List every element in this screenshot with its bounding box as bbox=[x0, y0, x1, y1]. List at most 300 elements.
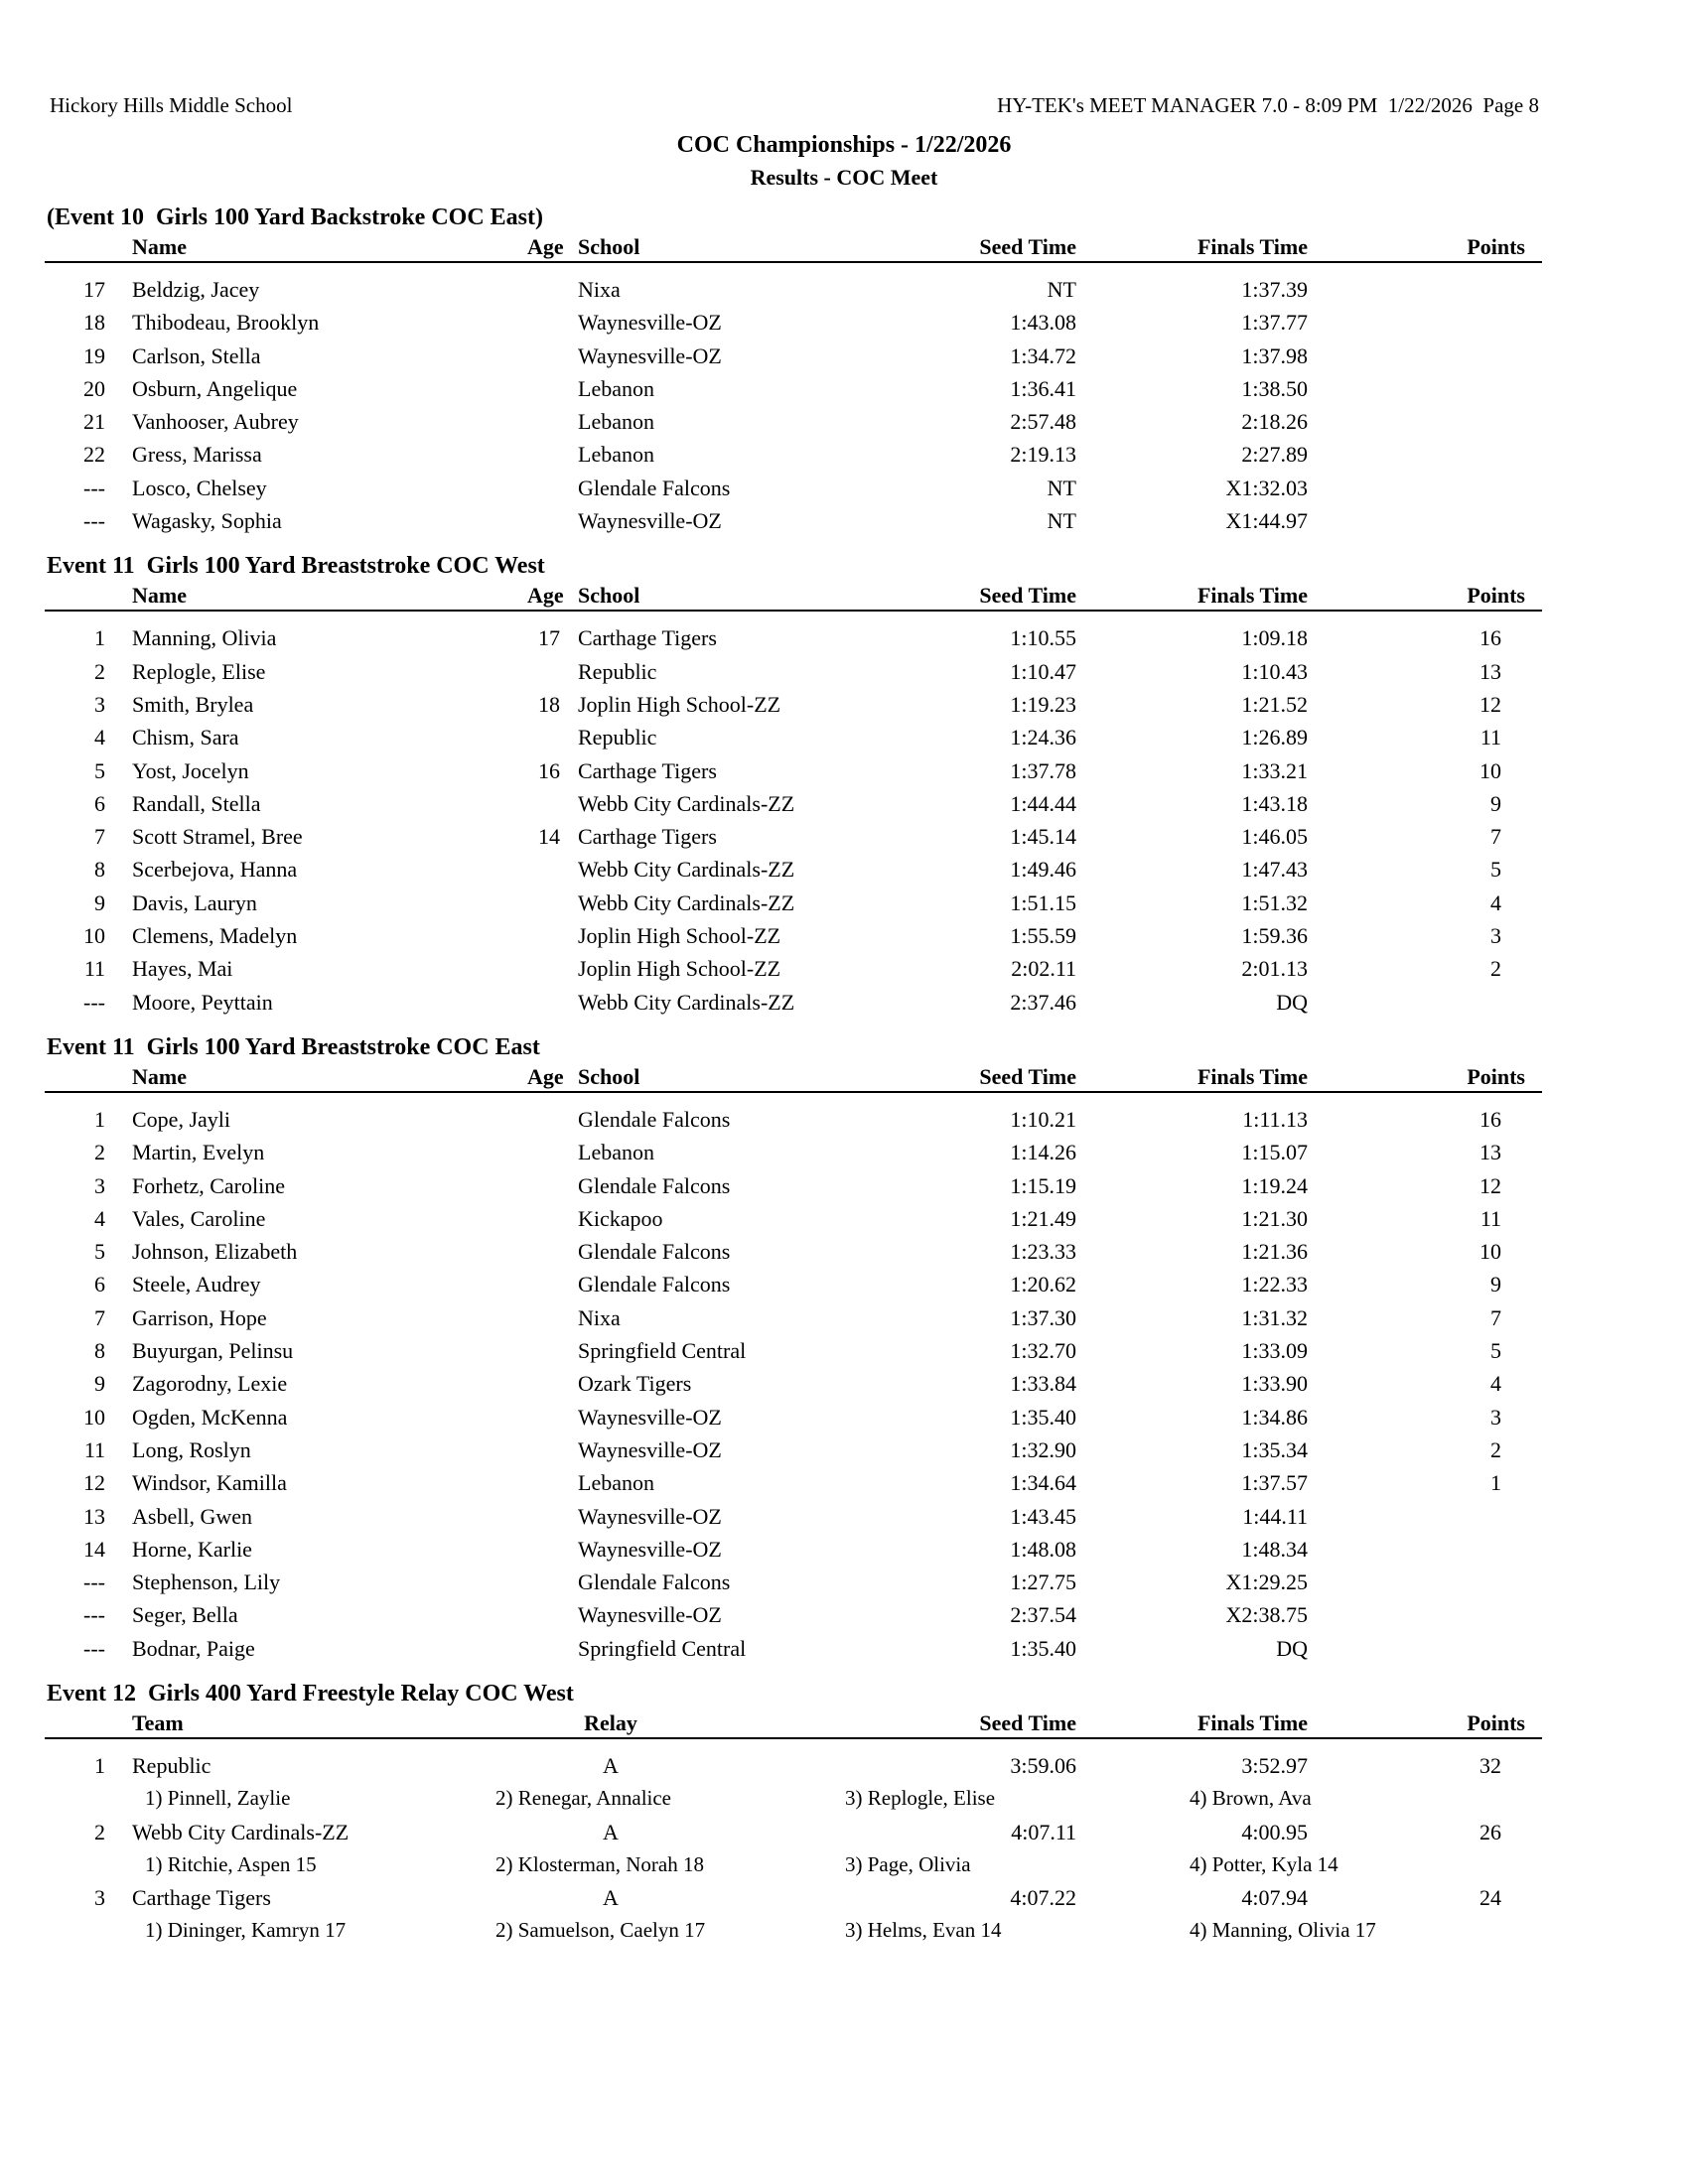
age-cell bbox=[527, 1301, 560, 1334]
name-cell: Vales, Caroline bbox=[132, 1205, 266, 1231]
seed-time-cell: 2:57.48 bbox=[1010, 409, 1076, 435]
spacer bbox=[105, 621, 132, 654]
seed-time-cell: 1:34.72 bbox=[1010, 342, 1076, 368]
place-cell: 7 bbox=[94, 824, 105, 850]
age-cell bbox=[527, 306, 560, 339]
spacer bbox=[560, 721, 578, 753]
seed-time-column-header: Seed Time bbox=[979, 1709, 1076, 1735]
points-cell: 24 bbox=[1479, 1885, 1501, 1911]
seed-time-cell: NT bbox=[1047, 277, 1076, 302]
finals-time-cell: 1:38.50 bbox=[1241, 375, 1308, 401]
name-cell: Bodnar, Paige bbox=[132, 1635, 255, 1661]
result-row bbox=[45, 1334, 1542, 1367]
school-cell: Lebanon bbox=[578, 409, 654, 435]
age-cell bbox=[527, 1169, 560, 1202]
spacer bbox=[1525, 1136, 1542, 1168]
name-cell: Scott Stramel, Bree bbox=[132, 824, 303, 850]
spacer bbox=[105, 405, 132, 438]
place-cell: 20 bbox=[83, 375, 105, 401]
school-column-header: School bbox=[578, 234, 640, 259]
relay-swimmer-cell: 2) Renegar, Annalice bbox=[495, 1786, 672, 1811]
name-cell: Hayes, Mai bbox=[132, 956, 233, 982]
points-cell bbox=[1308, 986, 1525, 1019]
spacer bbox=[1525, 1268, 1542, 1300]
spacer bbox=[560, 273, 578, 306]
result-row bbox=[45, 1103, 1542, 1136]
points-cell: 3 bbox=[1490, 1404, 1501, 1430]
seed-time-cell: NT bbox=[1047, 508, 1076, 534]
seed-time-cell: 1:20.62 bbox=[1010, 1272, 1076, 1297]
place-cell: 5 bbox=[94, 1239, 105, 1265]
age-cell bbox=[527, 472, 560, 504]
finals-time-cell: 1:43.18 bbox=[1241, 790, 1308, 816]
spacer bbox=[1525, 405, 1542, 438]
age-cell bbox=[527, 721, 560, 753]
place-column-header bbox=[45, 582, 105, 610]
points-column-header: Points bbox=[1467, 1709, 1525, 1735]
page-top-header bbox=[0, 0, 1688, 118]
spacer bbox=[560, 853, 578, 886]
spacer bbox=[105, 1632, 132, 1665]
result-row bbox=[45, 1632, 1542, 1665]
relay-swimmer-cell: 2) Samuelson, Caelyn 17 bbox=[495, 1918, 706, 1943]
school-cell: Glendale Falcons bbox=[578, 1172, 731, 1198]
finals-time-cell: 1:21.30 bbox=[1241, 1205, 1308, 1231]
age-cell: 14 bbox=[538, 824, 560, 850]
result-row bbox=[45, 1301, 1542, 1334]
seed-time-cell: 1:43.08 bbox=[1010, 310, 1076, 336]
result-row bbox=[45, 986, 1542, 1019]
age-cell bbox=[527, 655, 560, 688]
relay-result-row bbox=[45, 1816, 1542, 1848]
age-cell bbox=[527, 853, 560, 886]
spacer bbox=[560, 1533, 578, 1566]
spacer bbox=[560, 1063, 578, 1091]
relay-swimmer-cell: 1) Pinnell, Zaylie bbox=[145, 1786, 291, 1811]
name-cell: Long, Roslyn bbox=[132, 1436, 251, 1462]
spacer bbox=[1525, 1433, 1542, 1466]
school-cell: Webb City Cardinals-ZZ bbox=[578, 857, 795, 883]
age-cell bbox=[527, 1235, 560, 1268]
place-column-header bbox=[45, 1063, 105, 1091]
points-cell: 13 bbox=[1479, 658, 1501, 684]
spacer bbox=[560, 1268, 578, 1300]
name-cell: Scerbejova, Hanna bbox=[132, 857, 298, 883]
finals-time-cell: X1:29.25 bbox=[1225, 1570, 1308, 1595]
spacer bbox=[1525, 1881, 1542, 1914]
place-cell: 12 bbox=[83, 1470, 105, 1496]
spacer bbox=[1525, 1202, 1542, 1235]
column-header-row bbox=[45, 1063, 1542, 1093]
spacer bbox=[1525, 1709, 1542, 1737]
school-cell: Waynesville-OZ bbox=[578, 342, 722, 368]
name-column-header: Name bbox=[132, 583, 187, 609]
finals-time-cell: X1:32.03 bbox=[1225, 475, 1308, 500]
points-cell bbox=[1308, 438, 1525, 471]
finals-time-cell: 1:19.24 bbox=[1241, 1172, 1308, 1198]
relay-letter-cell: A bbox=[603, 1819, 619, 1844]
place-cell: 4 bbox=[94, 725, 105, 751]
place-cell: 13 bbox=[83, 1503, 105, 1529]
points-cell: 4 bbox=[1490, 889, 1501, 915]
individual-event-section bbox=[0, 551, 1688, 1019]
seed-time-cell: 1:33.84 bbox=[1010, 1371, 1076, 1397]
place-cell: 10 bbox=[83, 923, 105, 949]
age-cell bbox=[527, 1632, 560, 1665]
spacer bbox=[1525, 887, 1542, 919]
name-cell: Clemens, Madelyn bbox=[132, 923, 298, 949]
points-column-header: Points bbox=[1467, 1063, 1525, 1089]
name-cell: Ogden, McKenna bbox=[132, 1404, 288, 1430]
event-title: Event 11 Girls 100 Yard Breaststroke COC East bbox=[47, 1033, 540, 1060]
finals-time-column-header: Finals Time bbox=[1196, 234, 1308, 259]
spacer bbox=[1525, 1169, 1542, 1202]
name-cell: Cope, Jayli bbox=[132, 1106, 230, 1132]
age-cell: 16 bbox=[538, 757, 560, 783]
relay-swimmers-row bbox=[45, 1848, 1542, 1881]
school-column-header: School bbox=[578, 1063, 640, 1089]
name-cell: Randall, Stella bbox=[132, 790, 261, 816]
spacer bbox=[105, 1235, 132, 1268]
seed-time-cell: 2:37.46 bbox=[1010, 989, 1076, 1015]
spacer bbox=[560, 372, 578, 405]
age-cell bbox=[527, 1334, 560, 1367]
name-cell: Thibodeau, Brooklyn bbox=[132, 310, 320, 336]
name-cell: Gress, Marissa bbox=[132, 442, 262, 468]
points-cell: 2 bbox=[1490, 956, 1501, 982]
spacer bbox=[560, 1433, 578, 1466]
spacer bbox=[1525, 820, 1542, 853]
place-cell: 7 bbox=[94, 1304, 105, 1330]
place-column-header bbox=[45, 1709, 105, 1737]
place-cell: 17 bbox=[83, 277, 105, 302]
spacer bbox=[560, 986, 578, 1019]
school-cell: Waynesville-OZ bbox=[578, 508, 722, 534]
name-cell: Garrison, Hope bbox=[132, 1304, 267, 1330]
finals-time-cell: 1:33.90 bbox=[1241, 1371, 1308, 1397]
points-cell: 11 bbox=[1479, 725, 1501, 751]
seed-time-cell: 1:14.26 bbox=[1010, 1140, 1076, 1165]
result-row bbox=[45, 1598, 1542, 1631]
finals-time-cell: 3:52.97 bbox=[1241, 1752, 1308, 1778]
seed-time-cell: 1:19.23 bbox=[1010, 691, 1076, 717]
place-cell: 11 bbox=[83, 956, 105, 982]
name-cell: Manning, Olivia bbox=[132, 625, 277, 651]
name-cell: Seger, Bella bbox=[132, 1602, 238, 1628]
team-cell: Webb City Cardinals-ZZ bbox=[132, 1819, 350, 1844]
points-cell bbox=[1308, 306, 1525, 339]
spacer bbox=[560, 1401, 578, 1433]
result-row bbox=[45, 721, 1542, 753]
result-rows bbox=[0, 1739, 1688, 1948]
school-cell: Springfield Central bbox=[578, 1338, 747, 1364]
result-row bbox=[45, 1433, 1542, 1466]
seed-time-cell: 1:10.21 bbox=[1010, 1106, 1076, 1132]
individual-event-section bbox=[0, 203, 1688, 537]
spacer bbox=[560, 655, 578, 688]
finals-time-column-header: Finals Time bbox=[1196, 1063, 1308, 1089]
spacer bbox=[45, 1782, 145, 1815]
age-column-header: Age bbox=[527, 234, 564, 259]
spacer bbox=[1525, 1816, 1542, 1848]
relay-column-header: Relay bbox=[584, 1709, 637, 1735]
result-row bbox=[45, 1268, 1542, 1300]
seed-time-cell: 1:35.40 bbox=[1010, 1404, 1076, 1430]
spacer bbox=[560, 1334, 578, 1367]
spacer bbox=[105, 438, 132, 471]
spacer bbox=[105, 919, 132, 952]
spacer bbox=[560, 438, 578, 471]
result-row bbox=[45, 952, 1542, 985]
name-cell: Windsor, Kamilla bbox=[132, 1470, 287, 1496]
spacer bbox=[45, 1848, 145, 1881]
relay-swimmer-cell: 3) Replogle, Elise bbox=[845, 1786, 996, 1811]
seed-time-cell: 2:19.13 bbox=[1010, 442, 1076, 468]
spacer bbox=[105, 1433, 132, 1466]
finals-time-cell: 1:11.13 bbox=[1242, 1106, 1308, 1132]
school-cell: Webb City Cardinals-ZZ bbox=[578, 889, 795, 915]
spacer bbox=[1525, 582, 1542, 610]
finals-time-cell: DQ bbox=[1276, 1635, 1308, 1661]
school-cell: Waynesville-OZ bbox=[578, 1404, 722, 1430]
school-cell: Waynesville-OZ bbox=[578, 310, 722, 336]
result-row bbox=[45, 340, 1542, 372]
result-row bbox=[45, 504, 1542, 537]
place-cell: 21 bbox=[83, 409, 105, 435]
finals-time-cell: 2:18.26 bbox=[1241, 409, 1308, 435]
seed-time-cell: 1:43.45 bbox=[1010, 1503, 1076, 1529]
name-cell: Wagasky, Sophia bbox=[132, 508, 282, 534]
school-column-header: School bbox=[578, 583, 640, 609]
name-cell: Martin, Evelyn bbox=[132, 1140, 265, 1165]
result-row bbox=[45, 1500, 1542, 1533]
place-cell: 9 bbox=[94, 889, 105, 915]
age-column-header: Age bbox=[527, 1063, 564, 1089]
result-row bbox=[45, 1466, 1542, 1499]
spacer bbox=[560, 1136, 578, 1168]
name-cell: Beldzig, Jacey bbox=[132, 277, 260, 302]
school-cell: Glendale Falcons bbox=[578, 475, 731, 500]
place-cell: 1 bbox=[94, 1752, 105, 1778]
result-rows bbox=[0, 1093, 1688, 1665]
finals-time-cell: 1:21.36 bbox=[1241, 1239, 1308, 1265]
spacer bbox=[105, 1063, 132, 1091]
place-cell: 14 bbox=[83, 1536, 105, 1562]
spacer bbox=[105, 820, 132, 853]
name-cell: Buyurgan, Pelinsu bbox=[132, 1338, 294, 1364]
finals-time-cell: 1:33.21 bbox=[1241, 757, 1308, 783]
points-cell bbox=[1308, 273, 1525, 306]
team-cell: Carthage Tigers bbox=[132, 1885, 271, 1911]
age-cell bbox=[527, 952, 560, 985]
finals-time-cell: 1:37.77 bbox=[1241, 310, 1308, 336]
seed-time-cell: 3:59.06 bbox=[1010, 1752, 1076, 1778]
school-cell: Webb City Cardinals-ZZ bbox=[578, 790, 795, 816]
report-subtitle: Results - COC Meet bbox=[750, 165, 938, 190]
spacer bbox=[1525, 787, 1542, 820]
spacer bbox=[45, 1914, 145, 1947]
seed-time-cell: 1:51.15 bbox=[1010, 889, 1076, 915]
result-rows bbox=[0, 612, 1688, 1019]
spacer bbox=[105, 986, 132, 1019]
result-row bbox=[45, 306, 1542, 339]
place-cell: --- bbox=[83, 1602, 105, 1628]
seed-time-cell: 1:15.19 bbox=[1010, 1172, 1076, 1198]
points-cell: 11 bbox=[1479, 1205, 1501, 1231]
spacer bbox=[1525, 986, 1542, 1019]
spacer bbox=[560, 1367, 578, 1400]
result-row bbox=[45, 1169, 1542, 1202]
spacer bbox=[1525, 1749, 1542, 1782]
place-cell: 2 bbox=[94, 658, 105, 684]
place-cell: 8 bbox=[94, 1338, 105, 1364]
place-cell: 5 bbox=[94, 757, 105, 783]
place-cell: 19 bbox=[83, 342, 105, 368]
school-cell: Lebanon bbox=[578, 1140, 654, 1165]
school-cell: Waynesville-OZ bbox=[578, 1503, 722, 1529]
school-cell: Republic bbox=[578, 658, 657, 684]
spacer bbox=[560, 582, 578, 610]
place-cell: 6 bbox=[94, 790, 105, 816]
spacer bbox=[105, 1816, 132, 1848]
spacer bbox=[560, 1202, 578, 1235]
points-column-header: Points bbox=[1467, 583, 1525, 609]
spacer bbox=[105, 472, 132, 504]
spacer bbox=[560, 787, 578, 820]
event-title: Event 11 Girls 100 Yard Breaststroke COC West bbox=[47, 553, 545, 580]
school-cell: Lebanon bbox=[578, 1470, 654, 1496]
result-row bbox=[45, 438, 1542, 471]
column-header-row bbox=[45, 1709, 1542, 1739]
spacer bbox=[1525, 438, 1542, 471]
result-row bbox=[45, 853, 1542, 886]
age-cell bbox=[527, 1401, 560, 1433]
seed-time-cell: 1:37.30 bbox=[1010, 1304, 1076, 1330]
spacer bbox=[1525, 1063, 1542, 1091]
program-stamp: HY-TEK's MEET MANAGER 7.0 - 8:09 PM 1/22/2026 Page 8 bbox=[997, 93, 1539, 117]
name-cell: Yost, Jocelyn bbox=[132, 757, 249, 783]
school-cell: Joplin High School-ZZ bbox=[578, 691, 781, 717]
spacer bbox=[1525, 372, 1542, 405]
column-header-row bbox=[45, 233, 1542, 263]
spacer bbox=[560, 504, 578, 537]
spacer bbox=[560, 1235, 578, 1268]
spacer bbox=[560, 1466, 578, 1499]
finals-time-cell: 2:01.13 bbox=[1241, 956, 1308, 982]
spacer bbox=[1525, 1103, 1542, 1136]
finals-time-cell: 4:07.94 bbox=[1241, 1885, 1308, 1911]
points-cell bbox=[1308, 1533, 1525, 1566]
spacer bbox=[105, 721, 132, 753]
result-row bbox=[45, 787, 1542, 820]
school-cell: Waynesville-OZ bbox=[578, 1536, 722, 1562]
name-cell: Osburn, Angelique bbox=[132, 375, 298, 401]
relay-swimmer-cell: 3) Helms, Evan 14 bbox=[845, 1918, 1002, 1943]
spacer bbox=[1525, 688, 1542, 721]
spacer bbox=[560, 405, 578, 438]
seed-time-cell: 1:35.40 bbox=[1010, 1635, 1076, 1661]
result-row bbox=[45, 1367, 1542, 1400]
name-column-header: Name bbox=[132, 1063, 187, 1089]
spacer bbox=[1525, 1401, 1542, 1433]
relay-swimmer-cell: 2) Klosterman, Norah 18 bbox=[495, 1851, 704, 1876]
relay-letter-cell: A bbox=[603, 1752, 619, 1778]
result-row bbox=[45, 1136, 1542, 1168]
seed-time-cell: 2:02.11 bbox=[1011, 956, 1076, 982]
finals-time-cell: 1:59.36 bbox=[1241, 923, 1308, 949]
result-row bbox=[45, 1566, 1542, 1598]
school-cell: Carthage Tigers bbox=[578, 625, 717, 651]
spacer bbox=[1525, 306, 1542, 339]
spacer bbox=[105, 887, 132, 919]
points-cell bbox=[1308, 1598, 1525, 1631]
school-cell: Springfield Central bbox=[578, 1635, 747, 1661]
finals-time-cell: 1:09.18 bbox=[1241, 625, 1308, 651]
spacer bbox=[105, 655, 132, 688]
spacer bbox=[560, 887, 578, 919]
finals-time-cell: 1:15.07 bbox=[1241, 1140, 1308, 1165]
name-cell: Moore, Peyttain bbox=[132, 989, 273, 1015]
age-cell bbox=[527, 1202, 560, 1235]
school-cell: Glendale Falcons bbox=[578, 1239, 731, 1265]
results-sections bbox=[0, 203, 1688, 1948]
relay-swimmers-row bbox=[45, 1914, 1542, 1947]
seed-time-cell: 1:21.49 bbox=[1010, 1205, 1076, 1231]
points-cell: 4 bbox=[1490, 1371, 1501, 1397]
finals-time-cell: 1:33.09 bbox=[1241, 1338, 1308, 1364]
spacer bbox=[1525, 1466, 1542, 1499]
school-cell: Joplin High School-ZZ bbox=[578, 923, 781, 949]
points-cell bbox=[1308, 1632, 1525, 1665]
seed-time-cell: 1:48.08 bbox=[1010, 1536, 1076, 1562]
spacer bbox=[560, 1301, 578, 1334]
points-cell bbox=[1308, 405, 1525, 438]
points-cell: 10 bbox=[1479, 757, 1501, 783]
age-cell bbox=[527, 438, 560, 471]
points-cell: 7 bbox=[1490, 824, 1501, 850]
spacer bbox=[105, 1334, 132, 1367]
points-cell: 1 bbox=[1490, 1470, 1501, 1496]
result-row bbox=[45, 655, 1542, 688]
seed-time-cell: 1:24.36 bbox=[1010, 725, 1076, 751]
points-cell: 7 bbox=[1490, 1304, 1501, 1330]
spacer bbox=[1525, 1598, 1542, 1631]
relay-swimmer-cell: 3) Page, Olivia bbox=[845, 1851, 971, 1876]
age-cell bbox=[527, 986, 560, 1019]
age-cell bbox=[527, 405, 560, 438]
spacer bbox=[105, 754, 132, 787]
points-cell: 5 bbox=[1490, 1338, 1501, 1364]
spacer bbox=[105, 1202, 132, 1235]
seed-time-cell: 1:34.64 bbox=[1010, 1470, 1076, 1496]
school-cell: Nixa bbox=[578, 277, 621, 302]
place-cell: --- bbox=[83, 508, 105, 534]
seed-time-cell: 1:37.78 bbox=[1010, 757, 1076, 783]
spacer bbox=[105, 952, 132, 985]
finals-time-cell: X1:44.97 bbox=[1225, 508, 1308, 534]
spacer bbox=[105, 273, 132, 306]
school-cell: Republic bbox=[578, 725, 657, 751]
spacer bbox=[105, 1598, 132, 1631]
place-cell: --- bbox=[83, 1635, 105, 1661]
spacer bbox=[1525, 504, 1542, 537]
seed-time-column-header: Seed Time bbox=[979, 583, 1076, 609]
points-cell: 9 bbox=[1490, 790, 1501, 816]
seed-time-cell: 1:45.14 bbox=[1010, 824, 1076, 850]
spacer bbox=[560, 952, 578, 985]
school-cell: Waynesville-OZ bbox=[578, 1602, 722, 1628]
result-row bbox=[45, 1533, 1542, 1566]
